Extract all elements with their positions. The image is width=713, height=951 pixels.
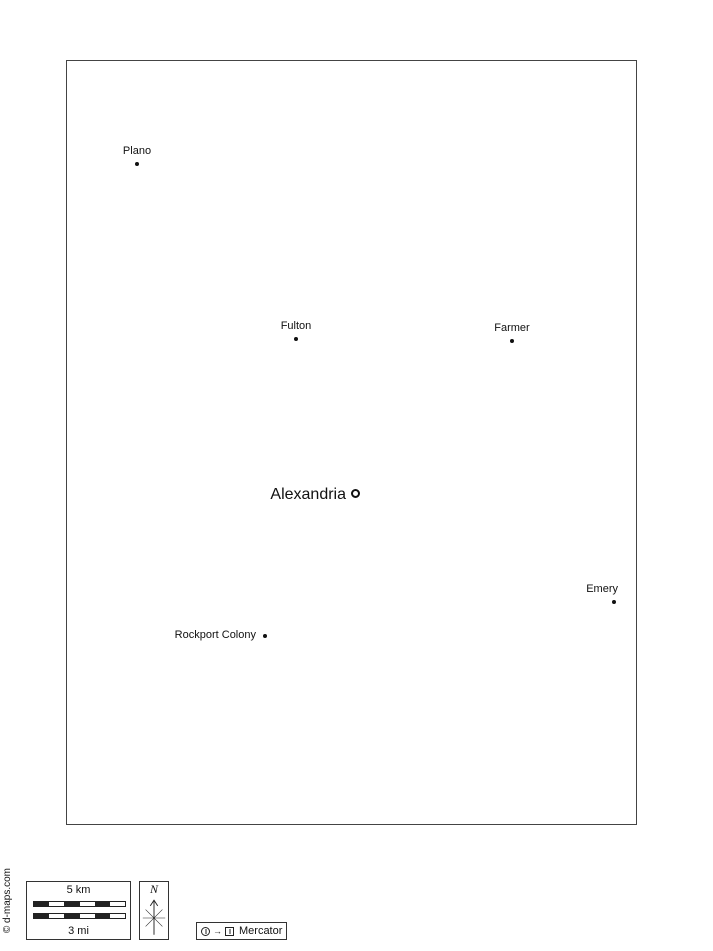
scale-segment (64, 902, 79, 906)
city-label: Emery (586, 583, 618, 595)
scale-segment (49, 902, 64, 906)
city-label: Plano (122, 145, 152, 157)
map-frame (66, 60, 637, 825)
scale-segment (49, 914, 64, 918)
scale-bar (26, 881, 131, 940)
city-label: Rockport Colony (174, 629, 256, 641)
city-dot-icon (135, 162, 139, 166)
scale-bar-mi (33, 913, 126, 919)
north-letter: N (149, 882, 158, 896)
projection-label: Mercator (239, 925, 283, 937)
city-label: Farmer (494, 322, 530, 334)
scale-segment (110, 902, 125, 906)
scale-segment (80, 914, 95, 918)
scale-segment (95, 914, 110, 918)
scale-bar-km (33, 901, 126, 907)
scale-segment (110, 914, 125, 918)
city-dot-icon (294, 337, 298, 341)
capital-marker-icon (351, 489, 360, 498)
city-dot-icon (263, 634, 267, 638)
north-arrow-box (139, 881, 169, 940)
city-label: Fulton (280, 320, 312, 332)
city-dot-icon (510, 339, 514, 343)
scale-segment (34, 914, 49, 918)
north-arrow-icon (140, 896, 168, 940)
scale-segment (64, 914, 79, 918)
city-dot-icon (612, 600, 616, 604)
flat-map-icon (225, 927, 234, 936)
scale-segment (80, 902, 95, 906)
globe-icon (201, 927, 210, 936)
arrow-right-icon: → (213, 925, 222, 936)
scale-mi-label: 3 mi (68, 925, 89, 937)
scale-km-label: 5 km (66, 884, 91, 896)
projection-indicator (196, 922, 287, 940)
scale-segment (95, 902, 110, 906)
scale-segment (34, 902, 49, 906)
city-label: Alexandria (270, 486, 346, 503)
copyright-credit: © d-maps.com (2, 868, 13, 934)
